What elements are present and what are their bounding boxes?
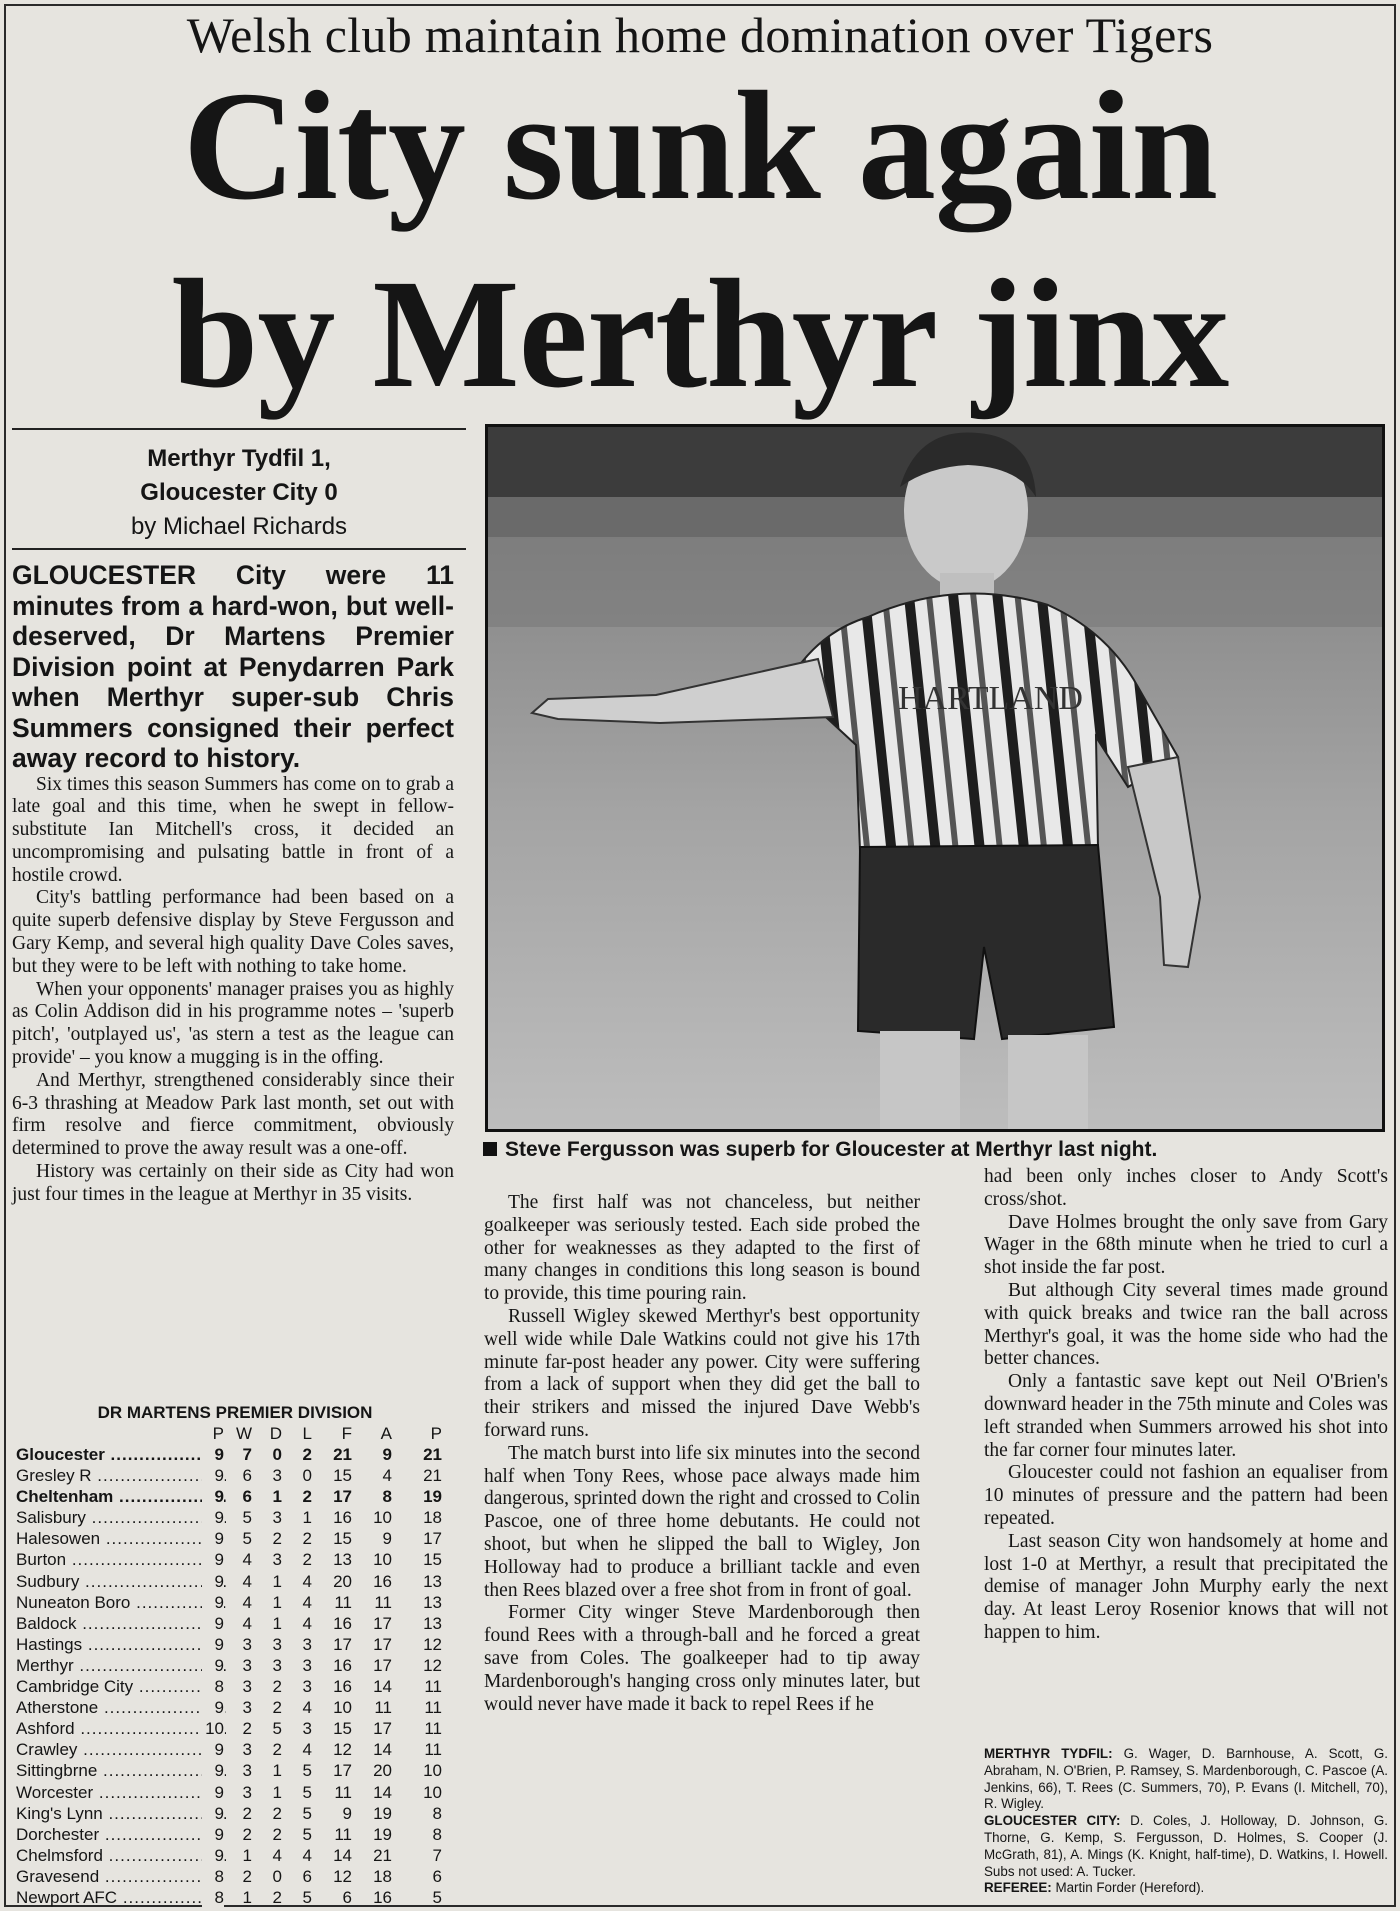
cell-against: 16 bbox=[373, 1887, 392, 1907]
cell-won: 1 bbox=[242, 1845, 252, 1865]
referee-name: Martin Forder (Hereford). bbox=[1055, 1880, 1205, 1896]
cell-won: 6 bbox=[242, 1466, 252, 1486]
cell-drawn: 3 bbox=[272, 1655, 282, 1675]
table-row bbox=[12, 1549, 458, 1570]
body-paragraph: The match burst into life six minutes into the second half when Tony Rees, whose pace always made him dangerous, sprinted down the right and crossed to Colin Pascoe, one of three home debutants. He could not shoot, but when he slipped the ball to Wigley, Jon Holloway had to produce a brilliant tackle and even then Rees blazed over a free shot from in front of goal. bbox=[484, 1442, 920, 1601]
cell-for: 17 bbox=[333, 1761, 352, 1781]
cell-lost: 5 bbox=[302, 1782, 312, 1802]
table-row bbox=[12, 1782, 458, 1803]
body-paragraph: Russell Wigley skewed Merthyr's best opportunity well wide while Dale Watkins could not give his 17th minute far-post header any power. City were suffering from a lack of support when they did get the ball to their strikers and missed the injured Dave Webb's forward runs. bbox=[484, 1305, 920, 1441]
table-row bbox=[12, 1592, 458, 1613]
cell-won: 4 bbox=[242, 1571, 252, 1591]
cell-for: 11 bbox=[334, 1592, 352, 1612]
team-name: Crawley ..... bbox=[16, 1739, 226, 1760]
cell-points: 21 bbox=[423, 1445, 442, 1464]
team-name: Nuneaton Boro ..... bbox=[16, 1592, 226, 1613]
cell-drawn: 1 bbox=[272, 1613, 282, 1633]
header-against: A bbox=[380, 1424, 392, 1443]
cell-won: 3 bbox=[242, 1677, 252, 1697]
cell-played: 8 bbox=[202, 1866, 224, 1887]
team-name: Chelmsford ..... bbox=[16, 1845, 226, 1866]
body-paragraph: The first half was not chanceless, but neither goalkeeper was seriously tested. Each side probed the other for weaknesses as they adapted to the first of many changes in conditions this long season is bound to provide, this time pouring rain. bbox=[484, 1192, 920, 1305]
cell-points: 10 bbox=[423, 1761, 442, 1781]
cell-played: 9 bbox=[202, 1486, 224, 1507]
table-row bbox=[12, 1634, 458, 1655]
cell-for: 6 bbox=[342, 1887, 352, 1907]
team-name: Gresley R ..... bbox=[16, 1465, 226, 1486]
cell-drawn: 2 bbox=[272, 1677, 282, 1697]
cell-points: 18 bbox=[423, 1508, 442, 1528]
cell-played: 9 bbox=[202, 1571, 224, 1592]
cell-played: 9 bbox=[202, 1613, 224, 1634]
cell-against: 19 bbox=[373, 1803, 392, 1823]
team-name: Salisbury ..... bbox=[16, 1507, 226, 1528]
cell-played: 9 bbox=[202, 1760, 224, 1781]
cell-played: 9 bbox=[202, 1845, 224, 1866]
cell-played: 9 bbox=[202, 1634, 224, 1655]
cell-points: 5 bbox=[432, 1887, 442, 1907]
cell-points: 11 bbox=[424, 1719, 442, 1739]
headline-line-2: by Merthyr jinx bbox=[171, 247, 1229, 420]
referee-label: REFEREE: bbox=[984, 1880, 1052, 1896]
cell-points: 12 bbox=[423, 1634, 442, 1654]
cell-points: 21 bbox=[423, 1466, 442, 1486]
cell-played: 9 bbox=[202, 1444, 224, 1465]
cell-lost: 6 bbox=[302, 1866, 312, 1886]
body-paragraph: Dave Holmes brought the only save from Gary Wager in the 68th minute when he tried to curl a shot inside the far post. bbox=[984, 1211, 1388, 1279]
team-name: Burton ..... bbox=[16, 1549, 226, 1570]
merthyr-lineup bbox=[984, 1746, 1388, 1813]
cell-drawn: 3 bbox=[272, 1634, 282, 1654]
team-name: Worcester ..... bbox=[16, 1782, 226, 1803]
cell-drawn: 2 bbox=[272, 1824, 282, 1844]
cell-against: 11 bbox=[374, 1592, 392, 1612]
cell-played: 9 bbox=[202, 1507, 224, 1528]
cell-points: 11 bbox=[424, 1677, 442, 1697]
header-lost: L bbox=[302, 1424, 312, 1443]
cell-won: 2 bbox=[242, 1866, 252, 1886]
body-paragraph: Only a fantastic save kept out Neil O'Brien's downward header in the 75th minute and Coles was left stranded when Summers arrowed his shot into the far corner four minutes later. bbox=[984, 1371, 1388, 1461]
cell-lost: 2 bbox=[302, 1550, 312, 1570]
away-score: Gloucester City 0 bbox=[140, 479, 338, 506]
cell-drawn: 5 bbox=[272, 1719, 282, 1739]
cell-against: 14 bbox=[373, 1677, 392, 1697]
cell-won: 5 bbox=[242, 1508, 252, 1528]
league-table-title: DR MARTENS PREMIER DIVISION bbox=[97, 1403, 373, 1422]
cell-won: 3 bbox=[242, 1761, 252, 1781]
cell-won: 6 bbox=[242, 1487, 252, 1507]
cell-lost: 5 bbox=[302, 1803, 312, 1823]
cell-played: 8 bbox=[202, 1676, 224, 1697]
cell-against: 9 bbox=[382, 1445, 392, 1464]
cell-played: 10 bbox=[202, 1718, 224, 1739]
table-row bbox=[12, 1613, 458, 1634]
cell-against: 17 bbox=[373, 1655, 392, 1675]
cell-for: 12 bbox=[333, 1866, 352, 1886]
team-name: Atherstone ..... bbox=[16, 1697, 226, 1718]
cell-played: 9 bbox=[202, 1824, 224, 1845]
cell-lost: 2 bbox=[302, 1445, 312, 1464]
cell-won: 4 bbox=[242, 1613, 252, 1633]
cell-against: 21 bbox=[373, 1845, 392, 1865]
cell-won: 3 bbox=[242, 1782, 252, 1802]
cell-won: 3 bbox=[242, 1740, 252, 1760]
cell-lost: 5 bbox=[302, 1887, 312, 1907]
cell-against: 14 bbox=[373, 1740, 392, 1760]
cell-against: 17 bbox=[373, 1613, 392, 1633]
cell-for: 15 bbox=[333, 1529, 352, 1549]
table-row bbox=[12, 1676, 458, 1697]
cell-against: 8 bbox=[382, 1487, 392, 1507]
team-name: Ashford ..... bbox=[16, 1718, 226, 1739]
cell-against: 9 bbox=[382, 1529, 392, 1549]
cell-lost: 4 bbox=[302, 1845, 312, 1865]
table-row bbox=[12, 1655, 458, 1676]
body-paragraph: Former City winger Steve Mardenborough then found Rees with a through-ball and he forced a great save from Coles. The goalkeeper had to tip away Mardenborough's hanging cross only minutes later, but would never have made it back to repel Rees if he bbox=[484, 1602, 920, 1715]
cell-played: 9 bbox=[202, 1803, 224, 1824]
cell-won: 7 bbox=[242, 1445, 252, 1464]
cell-for: 15 bbox=[333, 1719, 352, 1739]
player-photo-illustration bbox=[488, 427, 1382, 1129]
cell-points: 10 bbox=[423, 1782, 442, 1802]
cell-for: 12 bbox=[333, 1740, 352, 1760]
table-row bbox=[12, 1760, 458, 1781]
cell-against: 17 bbox=[373, 1719, 392, 1739]
body-paragraph: had been only inches closer to Andy Scott's cross/shot. bbox=[984, 1166, 1388, 1210]
cell-lost: 3 bbox=[302, 1677, 312, 1697]
header-played: P bbox=[212, 1424, 224, 1443]
gloucester-players: D. Coles, J. Holloway, D. Johnson, G. Thorne, G. Kemp, S. Fergusson, D. Holmes, S. Cooper (J. McGrath, 81), A. Mings (K. Knight, half-time), D. Watkins, I. Howell. Subs not used: A. Tucker. bbox=[984, 1813, 1388, 1879]
cell-lost: 5 bbox=[302, 1824, 312, 1844]
cell-lost: 0 bbox=[302, 1466, 312, 1486]
cell-for: 16 bbox=[333, 1655, 352, 1675]
body-paragraph: But although City several times made ground with quick breaks and twice ran the ball across Merthyr's goal, it was the home side who had the better chances. bbox=[984, 1279, 1388, 1370]
cell-won: 1 bbox=[242, 1887, 252, 1907]
caption-text: Steve Fergusson was superb for Gloucester at Merthyr last night. bbox=[505, 1138, 1158, 1161]
cell-drawn: 1 bbox=[272, 1782, 282, 1802]
cell-for: 14 bbox=[333, 1845, 352, 1865]
home-score: Merthyr Tydfil 1, bbox=[147, 445, 331, 472]
body-paragraph: City's battling performance had been based on a quite superb defensive display by Steve Fergusson and Gary Kemp, and several high quality Dave Coles saves, but they were to be left with nothing to take home. bbox=[12, 887, 454, 977]
cell-won: 3 bbox=[242, 1698, 252, 1718]
cell-played: 9 bbox=[202, 1465, 224, 1486]
cell-points: 11 bbox=[424, 1698, 442, 1718]
cell-played: 8 bbox=[202, 1887, 224, 1908]
cell-against: 16 bbox=[373, 1571, 392, 1591]
team-name: Merthyr ..... bbox=[16, 1655, 226, 1676]
header-drawn: D bbox=[269, 1424, 282, 1443]
cell-lost: 4 bbox=[302, 1698, 312, 1718]
cell-lost: 3 bbox=[302, 1719, 312, 1739]
header-for: F bbox=[341, 1424, 352, 1443]
cell-played: 9 bbox=[202, 1782, 224, 1803]
article-column-2 bbox=[484, 1192, 920, 1716]
photo-caption bbox=[483, 1136, 1393, 1164]
cell-drawn: 0 bbox=[272, 1445, 282, 1464]
body-paragraph: And Merthyr, strengthened considerably since their 6-3 thrashing at Meadow Park last month, set out with firm resolve and fierce commitment, obviously determined to prove the away result was a one-off. bbox=[12, 1069, 454, 1160]
cell-drawn: 1 bbox=[272, 1592, 282, 1612]
cell-points: 13 bbox=[423, 1571, 442, 1591]
cell-for: 15 bbox=[333, 1466, 352, 1486]
body-paragraph: Gloucester could not fashion an equaliser from 10 minutes of pressure and the pattern had been repeated. bbox=[984, 1462, 1388, 1529]
cell-drawn: 3 bbox=[272, 1508, 282, 1528]
table-row bbox=[12, 1887, 458, 1908]
cell-lost: 3 bbox=[302, 1634, 312, 1654]
body-paragraph: History was certainly on their side as City had won just four times in the league at Merthyr in 35 visits. bbox=[12, 1161, 454, 1205]
cell-drawn: 1 bbox=[272, 1487, 282, 1507]
header-points: P bbox=[430, 1424, 442, 1443]
table-row bbox=[12, 1444, 458, 1465]
cell-played: 9 bbox=[202, 1697, 224, 1718]
byline-box bbox=[12, 428, 466, 550]
headline-line-1: City sunk again bbox=[182, 59, 1218, 232]
table-row bbox=[12, 1571, 458, 1592]
cell-drawn: 2 bbox=[272, 1740, 282, 1760]
cell-against: 4 bbox=[382, 1466, 392, 1486]
cell-lost: 5 bbox=[302, 1761, 312, 1781]
cell-points: 8 bbox=[432, 1803, 442, 1823]
merthyr-label: MERTHYR TYDFIL: bbox=[984, 1746, 1113, 1761]
cell-points: 12 bbox=[423, 1655, 442, 1675]
kicker-headline: Welsh club maintain home domination over Tigers bbox=[186, 7, 1214, 63]
cell-against: 10 bbox=[373, 1508, 392, 1528]
cell-for: 20 bbox=[333, 1571, 352, 1591]
table-row bbox=[12, 1866, 458, 1887]
cell-won: 2 bbox=[242, 1824, 252, 1844]
cell-for: 13 bbox=[333, 1550, 352, 1570]
cell-drawn: 4 bbox=[272, 1845, 282, 1865]
cell-for: 16 bbox=[333, 1508, 352, 1528]
table-row bbox=[12, 1803, 458, 1824]
table-row bbox=[12, 1718, 458, 1739]
cell-drawn: 2 bbox=[272, 1887, 282, 1907]
cell-played: 9 bbox=[202, 1549, 224, 1570]
article-column-1 bbox=[12, 560, 454, 1207]
author-byline: by Michael Richards bbox=[130, 513, 348, 540]
cell-for: 16 bbox=[333, 1677, 352, 1697]
cell-drawn: 3 bbox=[272, 1466, 282, 1486]
cell-for: 21 bbox=[333, 1445, 352, 1464]
cell-drawn: 0 bbox=[272, 1866, 282, 1886]
team-name: Gravesend ..... bbox=[16, 1866, 226, 1887]
cell-against: 11 bbox=[374, 1698, 392, 1718]
cell-for: 11 bbox=[334, 1782, 352, 1802]
gloucester-lineup bbox=[984, 1813, 1388, 1880]
referee-line bbox=[984, 1880, 1388, 1897]
team-name: Halesowen ..... bbox=[16, 1528, 226, 1549]
team-name: Sudbury ..... bbox=[16, 1571, 226, 1592]
cell-against: 20 bbox=[373, 1761, 392, 1781]
league-table-rows bbox=[12, 1444, 458, 1908]
cell-lost: 2 bbox=[302, 1487, 312, 1507]
cell-points: 11 bbox=[424, 1740, 442, 1760]
cell-points: 19 bbox=[423, 1487, 442, 1507]
cell-against: 19 bbox=[373, 1824, 392, 1844]
cell-won: 4 bbox=[242, 1550, 252, 1570]
cell-drawn: 1 bbox=[272, 1571, 282, 1591]
cell-lost: 4 bbox=[302, 1571, 312, 1591]
gloucester-label: GLOUCESTER CITY: bbox=[984, 1813, 1121, 1829]
table-row bbox=[12, 1486, 458, 1507]
cell-against: 14 bbox=[373, 1782, 392, 1802]
team-name: Newport AFC ..... bbox=[16, 1887, 226, 1908]
team-name: Dorchester ..... bbox=[16, 1824, 226, 1845]
league-table-header bbox=[12, 1424, 458, 1444]
cell-drawn: 2 bbox=[272, 1698, 282, 1718]
header-won: W bbox=[235, 1424, 252, 1443]
table-row bbox=[12, 1465, 458, 1486]
team-name: Hastings ..... bbox=[16, 1634, 226, 1655]
cell-lost: 3 bbox=[302, 1655, 312, 1675]
cell-drawn: 2 bbox=[272, 1529, 282, 1549]
cell-won: 5 bbox=[242, 1529, 252, 1549]
intro-paragraph: GLOUCESTER City were 11 minutes from a hard-won, but well-deserved, Dr Martens Premier Division point at Penydarren Park when Merthyr super-sub Chris Summers consigned their perfect away record to history. bbox=[12, 560, 454, 773]
cell-lost: 4 bbox=[302, 1592, 312, 1612]
table-row bbox=[12, 1845, 458, 1866]
caption-square-icon bbox=[483, 1142, 497, 1156]
merthyr-players: G. Wager, D. Barnhouse, A. Scott, G. Abraham, N. O'Brien, P. Ramsey, S. Mardenborough, C. Pascoe (A. Jenkins, 66), T. Rees (C. Summers, 70), P. Evans (I. Mitchell, 70), R. Wigley. bbox=[984, 1746, 1388, 1812]
cell-played: 9 bbox=[202, 1528, 224, 1549]
team-name: Baldock ..... bbox=[16, 1613, 226, 1634]
cell-won: 4 bbox=[242, 1592, 252, 1612]
cell-for: 17 bbox=[333, 1634, 352, 1654]
cell-points: 13 bbox=[423, 1613, 442, 1633]
table-row bbox=[12, 1528, 458, 1549]
cell-for: 11 bbox=[334, 1824, 352, 1844]
league-table bbox=[12, 1402, 458, 1908]
cell-for: 16 bbox=[333, 1613, 352, 1633]
cell-points: 8 bbox=[432, 1824, 442, 1844]
article-column-3 bbox=[984, 1166, 1388, 1645]
cell-drawn: 3 bbox=[272, 1550, 282, 1570]
cell-lost: 4 bbox=[302, 1740, 312, 1760]
cell-won: 3 bbox=[242, 1655, 252, 1675]
cell-points: 13 bbox=[423, 1592, 442, 1612]
team-name: Sittingbrne ..... bbox=[16, 1760, 226, 1781]
cell-against: 17 bbox=[373, 1634, 392, 1654]
cell-drawn: 1 bbox=[272, 1761, 282, 1781]
team-name: King's Lynn ..... bbox=[16, 1803, 226, 1824]
cell-lost: 4 bbox=[302, 1613, 312, 1633]
match-photo bbox=[485, 424, 1385, 1132]
table-row bbox=[12, 1507, 458, 1528]
team-lineups bbox=[984, 1746, 1388, 1897]
team-name: Gloucester ..... bbox=[16, 1444, 226, 1465]
cell-for: 10 bbox=[333, 1698, 352, 1718]
cell-played: 9 bbox=[202, 1655, 224, 1676]
cell-against: 10 bbox=[373, 1550, 392, 1570]
table-row bbox=[12, 1739, 458, 1760]
cell-won: 3 bbox=[242, 1634, 252, 1654]
cell-points: 15 bbox=[423, 1550, 442, 1570]
cell-points: 17 bbox=[423, 1529, 442, 1549]
cell-against: 18 bbox=[373, 1866, 392, 1886]
cell-points: 7 bbox=[432, 1845, 442, 1865]
team-name: Cheltenham ..... bbox=[16, 1486, 226, 1507]
table-row bbox=[12, 1697, 458, 1718]
team-name: Cambridge City ..... bbox=[16, 1676, 226, 1697]
cell-for: 17 bbox=[333, 1487, 352, 1507]
body-paragraph: When your opponents' manager praises you as highly as Colin Addison did in his programme notes – 'superb pitch', 'outplayed us', 'as stern a test as the league can provide' – you know a mugging is in the offing. bbox=[12, 978, 454, 1069]
cell-played: 9 bbox=[202, 1739, 224, 1760]
cell-lost: 1 bbox=[302, 1508, 312, 1528]
shirt-sponsor-text: HARTLAND bbox=[898, 680, 1083, 717]
cell-won: 2 bbox=[242, 1719, 252, 1739]
cell-played: 9 bbox=[202, 1592, 224, 1613]
table-row bbox=[12, 1824, 458, 1845]
cell-drawn: 2 bbox=[272, 1803, 282, 1823]
body-paragraph: Six times this season Summers has come on to grab a late goal and this time, when he swept in fellow-substitute Ian Mitchell's cross, it decided an uncompromising and pulsating battle in front of a hostile crowd. bbox=[12, 773, 454, 886]
cell-for: 9 bbox=[342, 1803, 352, 1823]
cell-lost: 2 bbox=[302, 1529, 312, 1549]
cell-points: 6 bbox=[432, 1866, 442, 1886]
body-paragraph: Last season City won handsomely at home and lost 1-0 at Merthyr, a result that precipitated the demise of manager John Murphy early the next day. At least Leroy Rosenior knows that will not happen to him. bbox=[984, 1530, 1388, 1643]
cell-won: 2 bbox=[242, 1803, 252, 1823]
